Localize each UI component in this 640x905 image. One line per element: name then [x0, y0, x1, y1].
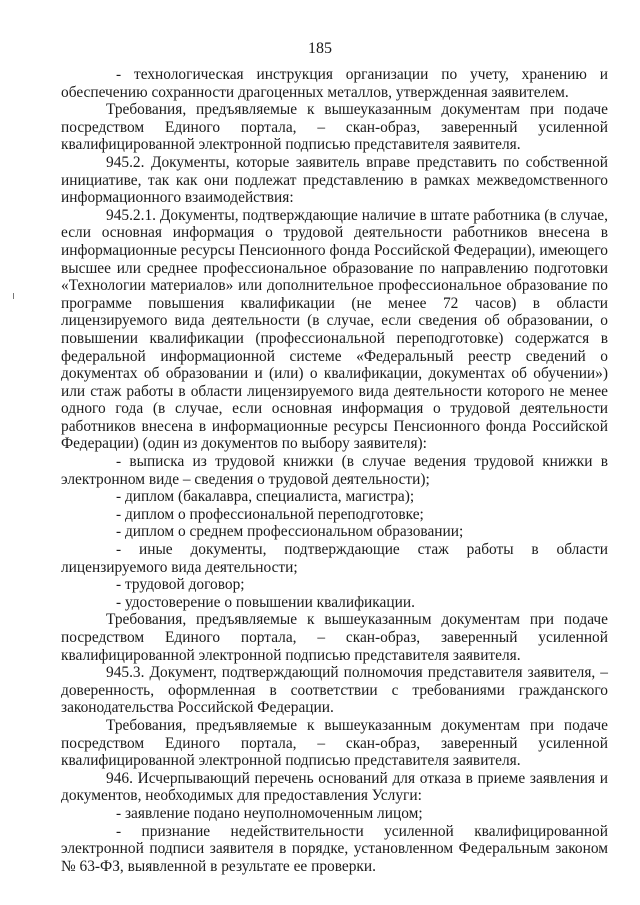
bullet-item-employment-record: - выписка из трудовой книжки (в случае ведения трудовой книжки в электронном виде – сведения о трудовой деятельности);: [61, 453, 608, 488]
bullet-item-technological-instruction: - технологическая инструкция организации по учету, хранению и обеспечению сохранности драгоценных металлов, утвержденная заявителем.: [61, 66, 608, 101]
bullet-item-unauthorized-person: - заявление подано неуполномоченным лицом;: [116, 804, 423, 822]
bullet-item-qualification-certificate: - удостоверение о повышении квалификации.: [116, 593, 415, 611]
paragraph-portal-requirements-1: Требования, предъявляемые к вышеуказанным документам при подаче посредством Единого портала, – скан-образ, заверенный усиленной квалифицированной электронной подписью представителя заявителя.: [61, 101, 608, 154]
bullet-item-other-documents: - иные документы, подтверждающие стаж работы в области лицензируемого вида деятельности;: [61, 541, 608, 576]
section-945-2: 945.2. Документы, которые заявитель вправе представить по собственной инициативе, так как они подлежат представлению в рамках межведомственного информационного взаимодействия:: [61, 153, 608, 207]
paragraph-portal-requirements-3: Требования, предъявляемые к вышеуказанным документам при подаче посредством Единого портала, – скан-образ, заверенный усиленной квалифицированной электронной подписью представителя заявителя.: [61, 716, 608, 770]
bullet-item-labor-contract: - трудовой договор;: [116, 576, 245, 594]
section-945-3: 945.3. Документ, подтверждающий полномочия представителя заявителя, – доверенность, оформленная в соответствии с требованиями гражданского законодательства Российской Федерации.: [61, 664, 608, 717]
margin-mark: [13, 293, 14, 299]
section-946: 946. Исчерпывающий перечень оснований для отказа в приеме заявления и документов, необходимых для предоставления Услуги:: [61, 769, 608, 805]
page-number: 185: [308, 40, 332, 57]
section-945-2-1: 945.2.1. Документы, подтверждающие наличие в штате работника (в случае, если основная информация о трудовой деятельности работников внесена в информационные ресурсы Пенсионного фонда Российской Федерации), имеющего высшее или среднее профессиональное образование по направлению подготовки «Технологии материалов» или дополнительное профессиональное образование по программе повышения квалификации (не менее 72 часов) в области лицензируемого вида деятельности (в случае, если сведения об образовании, о повышении квалификации (профессиональной переподготовке) содержатся в федеральной информационной системе «Федеральный реестр сведений о документах об образовании и (или) о квалификации, документах об обучении») или стаж работы в области лицензируемого вида деятельности которого не менее одного года (в случае, если основная информация о трудовой деятельности работников внесена в информационные ресурсы Пенсионного фонда Российской Федерации) (один из документов по выбору заявителя):: [61, 206, 608, 453]
document-body: [61, 66, 608, 875]
paragraph-portal-requirements-2: Требования, предъявляемые к вышеуказанным документам при подаче посредством Единого портала, – скан-образ, заверенный усиленной квалифицированной электронной подписью представителя заявителя.: [61, 611, 608, 664]
bullet-item-diploma-secondary: - диплом о среднем профессиональном образовании;: [116, 523, 464, 541]
bullet-item-diploma-retraining: - диплом о профессиональной переподготовке;: [116, 505, 424, 523]
bullet-item-diploma-higher: - диплом (бакалавра, специалиста, магистра);: [116, 488, 415, 506]
bullet-item-invalid-signature: - признание недействительности усиленной квалифицированной электронной подписи заявителя в порядке, установленном Федеральным законом № 63-ФЗ, выявленной в результате ее проверки.: [61, 822, 608, 875]
